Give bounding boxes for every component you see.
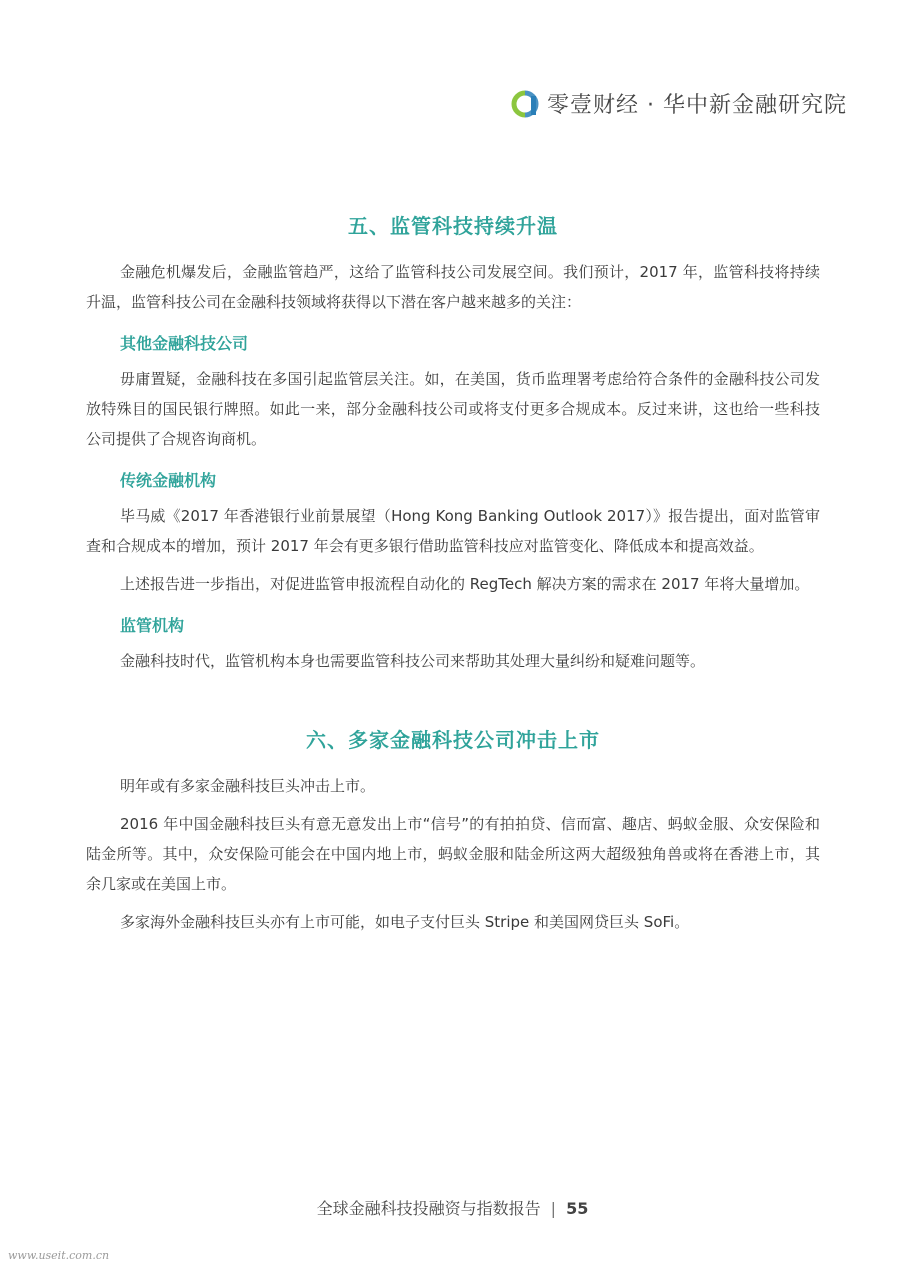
footer-separator: | [550, 1199, 557, 1218]
watermark: www.useit.com.cn [8, 1249, 110, 1262]
paragraph: 金融科技时代，监管机构本身也需要监管科技公司来帮助其处理大量纠纷和疑难问题等。 [120, 652, 706, 670]
section-title-6: 六、多家金融科技公司冲击上市 [306, 728, 600, 752]
page-number: 55 [566, 1199, 589, 1218]
subsection-heading-regulators: 监管机构 [120, 616, 185, 635]
brand-name: 零壹财经 · 华中新金融研究院 [547, 93, 847, 118]
brand-logo-icon [511, 90, 539, 118]
page-header [511, 88, 847, 119]
page-body [86, 210, 820, 945]
paragraph: 毕马威《2017 年香港银行业前景展望（Hong Kong Banking Outlook 2017）》报告提出，面对监管审查和合规成本的增加，预计 2017 年会有更多银行借助监管科技应对监管变化、降低成本和提高效益。 [86, 507, 820, 555]
paragraph: 多家海外金融科技巨头亦有上市可能，如电子支付巨头 Stripe 和美国网贷巨头 SoFi。 [120, 913, 690, 931]
subsection-heading-traditional-institutions: 传统金融机构 [120, 471, 217, 490]
section-5-intro: 金融危机爆发后，金融监管趋严，这给了监管科技公司发展空间。我们预计，2017 年，监管科技将持续升温，监管科技公司在金融科技领域将获得以下潜在客户越来越多的关注： [86, 263, 820, 311]
page-footer [0, 1196, 905, 1219]
section-title-5: 五、监管科技持续升温 [348, 214, 558, 238]
paragraph: 毋庸置疑，金融科技在多国引起监管层关注。如，在美国，货币监理署考虑给符合条件的金融科技公司发放特殊目的国民银行牌照。如此一来，部分金融科技公司或将支付更多合规成本。反过来讲，这也给一些科技公司提供了合规咨询商机。 [86, 370, 820, 448]
paragraph: 上述报告进一步指出，对促进监管申报流程自动化的 RegTech 解决方案的需求在 2017 年将大量增加。 [120, 575, 810, 593]
paragraph: 2016 年中国金融科技巨头有意无意发出上市“信号”的有拍拍贷、信而富、趣店、蚂蚁金服、众安保险和陆金所等。其中，众安保险可能会在中国内地上市，蚂蚁金服和陆金所这两大超级独角兽或将在香港上市，其余几家或在美国上市。 [86, 815, 820, 893]
subsection-heading-fintech-companies: 其他金融科技公司 [120, 334, 249, 353]
paragraph: 明年或有多家金融科技巨头冲击上市。 [120, 777, 376, 795]
report-title: 全球金融科技投融资与指数报告 [316, 1199, 541, 1218]
